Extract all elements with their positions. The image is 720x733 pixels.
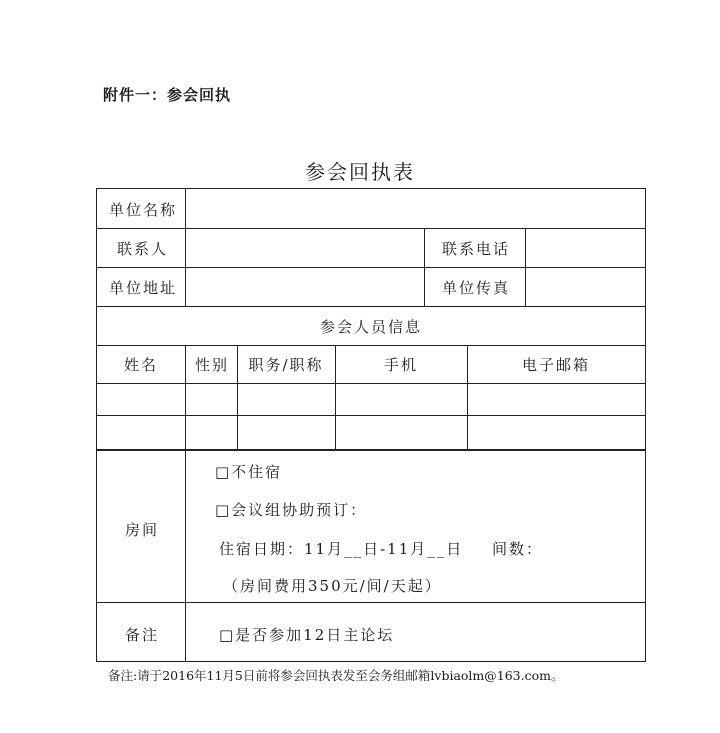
room-count-field: 间数： <box>492 540 544 558</box>
annex-title: 附件一：参会回执 <box>103 86 232 104</box>
col-divider <box>237 345 238 451</box>
col-divider <box>335 345 336 451</box>
room-label: 房间 <box>125 521 160 539</box>
reply-form-table <box>96 188 646 662</box>
price-note: （房间费用350元/间/天起） <box>223 577 442 595</box>
col-header-phone: 手机 <box>383 356 419 374</box>
row-divider <box>97 267 645 268</box>
fax-label: 单位传真 <box>442 279 511 297</box>
contact-label: 联系人 <box>117 240 169 258</box>
row-divider <box>97 345 645 346</box>
attendee-section-label: 参会人员信息 <box>319 318 423 336</box>
row-divider-thick <box>97 449 645 451</box>
col-header-name: 姓名 <box>123 356 159 374</box>
col-divider <box>424 228 425 306</box>
remarks-label: 备注 <box>125 626 160 644</box>
unit-name-label: 单位名称 <box>109 201 178 219</box>
row-divider <box>97 306 645 307</box>
col-header-gender: 性别 <box>194 356 230 374</box>
col-divider <box>525 228 526 306</box>
col-header-email: 电子邮箱 <box>521 356 591 374</box>
col-header-title: 职务/职称 <box>248 356 324 374</box>
stay-dates-field: 住宿日期：11月__日-11月__日 <box>219 540 464 558</box>
row-divider <box>97 383 645 384</box>
booking-assist-checkbox[interactable]: □会议组协助预订： <box>215 501 368 519</box>
no-stay-checkbox[interactable]: □不住宿 <box>215 463 283 481</box>
contact-phone-label: 联系电话 <box>442 240 511 258</box>
row-divider <box>97 415 645 416</box>
col-divider <box>185 345 186 451</box>
footer-note: 备注:请于2016年11月5日前将参会回执表发至会务组邮箱lvbiaolm@163.com。 <box>108 668 564 683</box>
row-divider <box>97 602 645 603</box>
row-divider <box>97 228 645 229</box>
form-title: 参会回执表 <box>305 160 415 184</box>
col-divider <box>185 451 186 662</box>
col-divider <box>467 345 468 451</box>
col-divider <box>185 189 186 306</box>
forum-checkbox[interactable]: □是否参加12日主论坛 <box>219 626 395 644</box>
address-label: 单位地址 <box>109 279 178 297</box>
